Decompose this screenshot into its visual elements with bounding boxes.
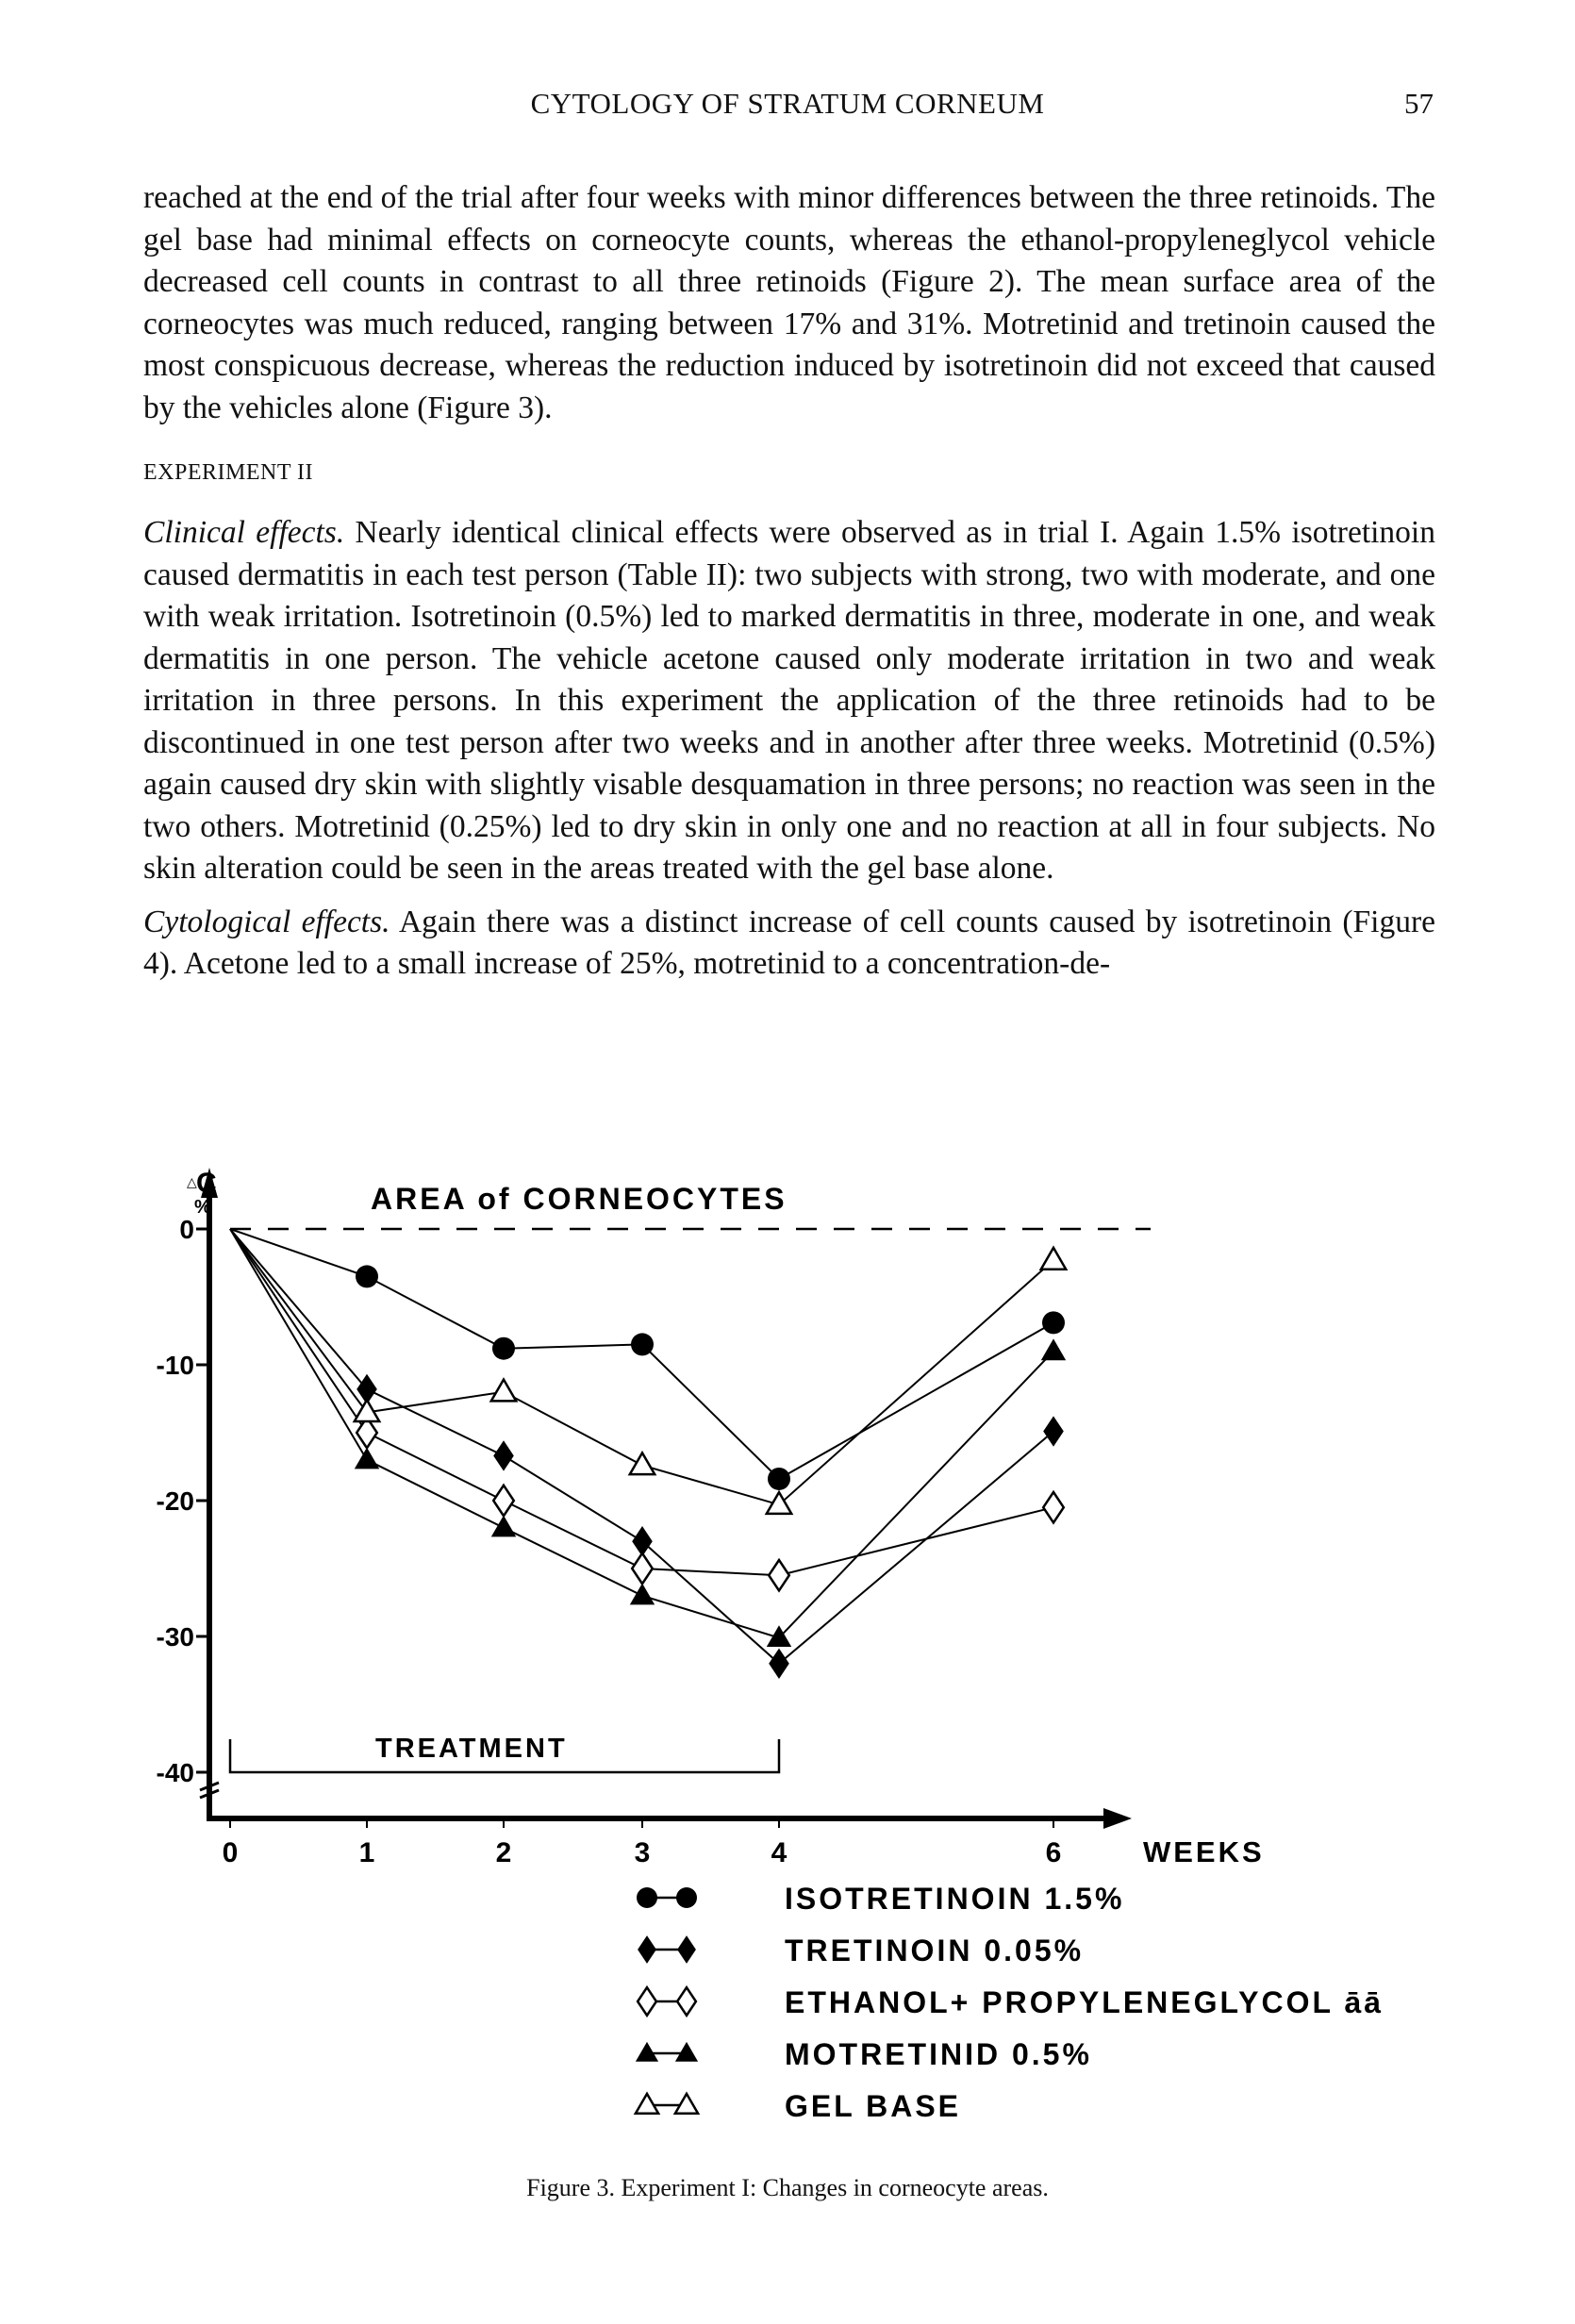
filled-triangle-marker-icon: [491, 1516, 516, 1537]
y-tick-label: -20: [156, 1486, 194, 1516]
open-diamond-marker-icon: [769, 1560, 789, 1590]
x-tick-label: 4: [771, 1837, 788, 1868]
filled-circle-marker-icon: [631, 1333, 654, 1355]
y-axis-label: C: [196, 1168, 217, 1199]
filled-diamond-marker-icon: [493, 1440, 514, 1470]
filled-triangle-marker-icon: [675, 2042, 698, 2062]
figure-3: [0, 1160, 1575, 2198]
x-axis-label: WEEKS: [1143, 1835, 1265, 1868]
filled-diamond-marker-icon: [677, 1935, 696, 1964]
line-chart: [0, 1160, 1575, 2179]
filled-diamond-marker-icon: [1043, 1416, 1064, 1446]
filled-circle-marker-icon: [676, 1887, 697, 1908]
paragraph-1: reached at the end of the trial after four weeks with minor differences between the three retinoids. The gel base had minimal effects on corneocyte counts, whereas the ethanol-propyleneglycol vehicle decreased cell counts in contrast to all three retinoids (Figure 2). The mean surface area of the corneocytes was much reduced, ranging between 17% and 31%. Motretinid and tretinoin caused the most conspicuous decrease, whereas the reduction induced by isotretinoin did not exceed that caused by the vehicles alone (Figure 3).: [143, 180, 1435, 425]
open-diamond-marker-icon: [493, 1486, 514, 1516]
filled-triangle-marker-icon: [636, 2042, 658, 2062]
y-axis-delta-symbol: △: [187, 1174, 197, 1189]
open-triangle-marker-icon: [1041, 1248, 1066, 1270]
filled-diamond-marker-icon: [769, 1649, 789, 1679]
running-head: [0, 87, 1575, 134]
legend-label: MOTRETINID 0.5%: [785, 2037, 1092, 2071]
legend-label: TRETINOIN 0.05%: [785, 1934, 1085, 1967]
x-tick-label: 1: [358, 1837, 375, 1868]
legend-label: GEL BASE: [785, 2089, 961, 2123]
figure-caption: Figure 3. Experiment I: Changes in corneocyte areas.: [526, 2174, 1049, 2201]
open-triangle-marker-icon: [630, 1452, 655, 1474]
paragraph-text: Again there was a distinct increase of cell counts caused by isotretinoin (Figure 4). Acetone led to a small increase of 25%, motretinid to a concentration-de-: [143, 904, 1435, 981]
y-tick-label: 0: [179, 1215, 194, 1244]
x-tick-label: 3: [634, 1837, 651, 1868]
filled-triangle-marker-icon: [630, 1584, 655, 1605]
body-text: [143, 177, 1435, 986]
y-tick-label: -40: [156, 1758, 194, 1787]
run-in-heading: Cytological effects.: [143, 904, 390, 939]
filled-circle-marker-icon: [637, 1887, 657, 1908]
page-number: 57: [1404, 87, 1434, 120]
filled-circle-marker-icon: [492, 1337, 515, 1360]
filled-triangle-marker-icon: [355, 1448, 379, 1469]
y-axis-unit: %: [194, 1197, 211, 1218]
legend-label: ETHANOL+ PROPYLENEGLYCOL āā: [785, 1985, 1384, 2019]
chart-title: AREA of CORNEOCYTES: [371, 1182, 788, 1216]
x-axis-arrow-icon: [1103, 1808, 1132, 1829]
x-tick-label: 6: [1045, 1837, 1062, 1868]
series-line: [230, 1229, 1053, 1575]
open-triangle-marker-icon: [491, 1380, 516, 1402]
x-tick-label: 2: [495, 1837, 512, 1868]
paragraph-text: Nearly identical clinical effects were observed as in trial I. Again 1.5% isotretinoin caused dermatitis in each test person (Table II): two subjects with strong, two with moderate, and one with weak irritation. Isotretinoin (0.5%) led to marked dermatitis in three, moderate in one, and weak dermatitis in one person. The vehicle acetone caused only moderate irritation in two and weak irritation in three persons. In this experiment the application of the three retinoids had to be discontinued in one test person after two weeks and in another after three weeks. Motretinid (0.5%) again caused dry skin with slightly visable desquamation in three persons; no reaction was seen in the two others. Motretinid (0.25%) led to dry skin in only one and no reaction at all in four subjects. No skin alteration could be seen in the areas treated with the gel base alone.: [143, 515, 1435, 886]
treatment-label: TREATMENT: [375, 1734, 568, 1764]
open-triangle-marker-icon: [636, 2094, 658, 2114]
x-tick-label: 0: [222, 1837, 239, 1868]
open-diamond-marker-icon: [1043, 1492, 1064, 1522]
filled-circle-marker-icon: [1042, 1311, 1065, 1334]
filled-circle-marker-icon: [356, 1265, 378, 1287]
legend-label: ISOTRETINOIN 1.5%: [785, 1882, 1125, 1916]
filled-diamond-marker-icon: [638, 1935, 656, 1964]
open-diamond-marker-icon: [638, 1987, 656, 2016]
open-diamond-marker-icon: [632, 1553, 653, 1584]
running-title: CYTOLOGY OF STRATUM CORNEUM: [530, 87, 1045, 120]
paragraph-cytological-effects: [143, 902, 1435, 986]
section-heading: EXPERIMENT II: [143, 460, 314, 485]
filled-triangle-marker-icon: [1041, 1338, 1066, 1360]
y-tick-label: -30: [156, 1622, 194, 1652]
open-triangle-marker-icon: [675, 2094, 698, 2114]
paragraph-clinical-effects: [143, 512, 1435, 890]
filled-circle-marker-icon: [768, 1468, 790, 1490]
y-tick-label: -10: [156, 1351, 194, 1380]
run-in-heading: Clinical effects.: [143, 515, 345, 550]
open-diamond-marker-icon: [677, 1987, 696, 2016]
